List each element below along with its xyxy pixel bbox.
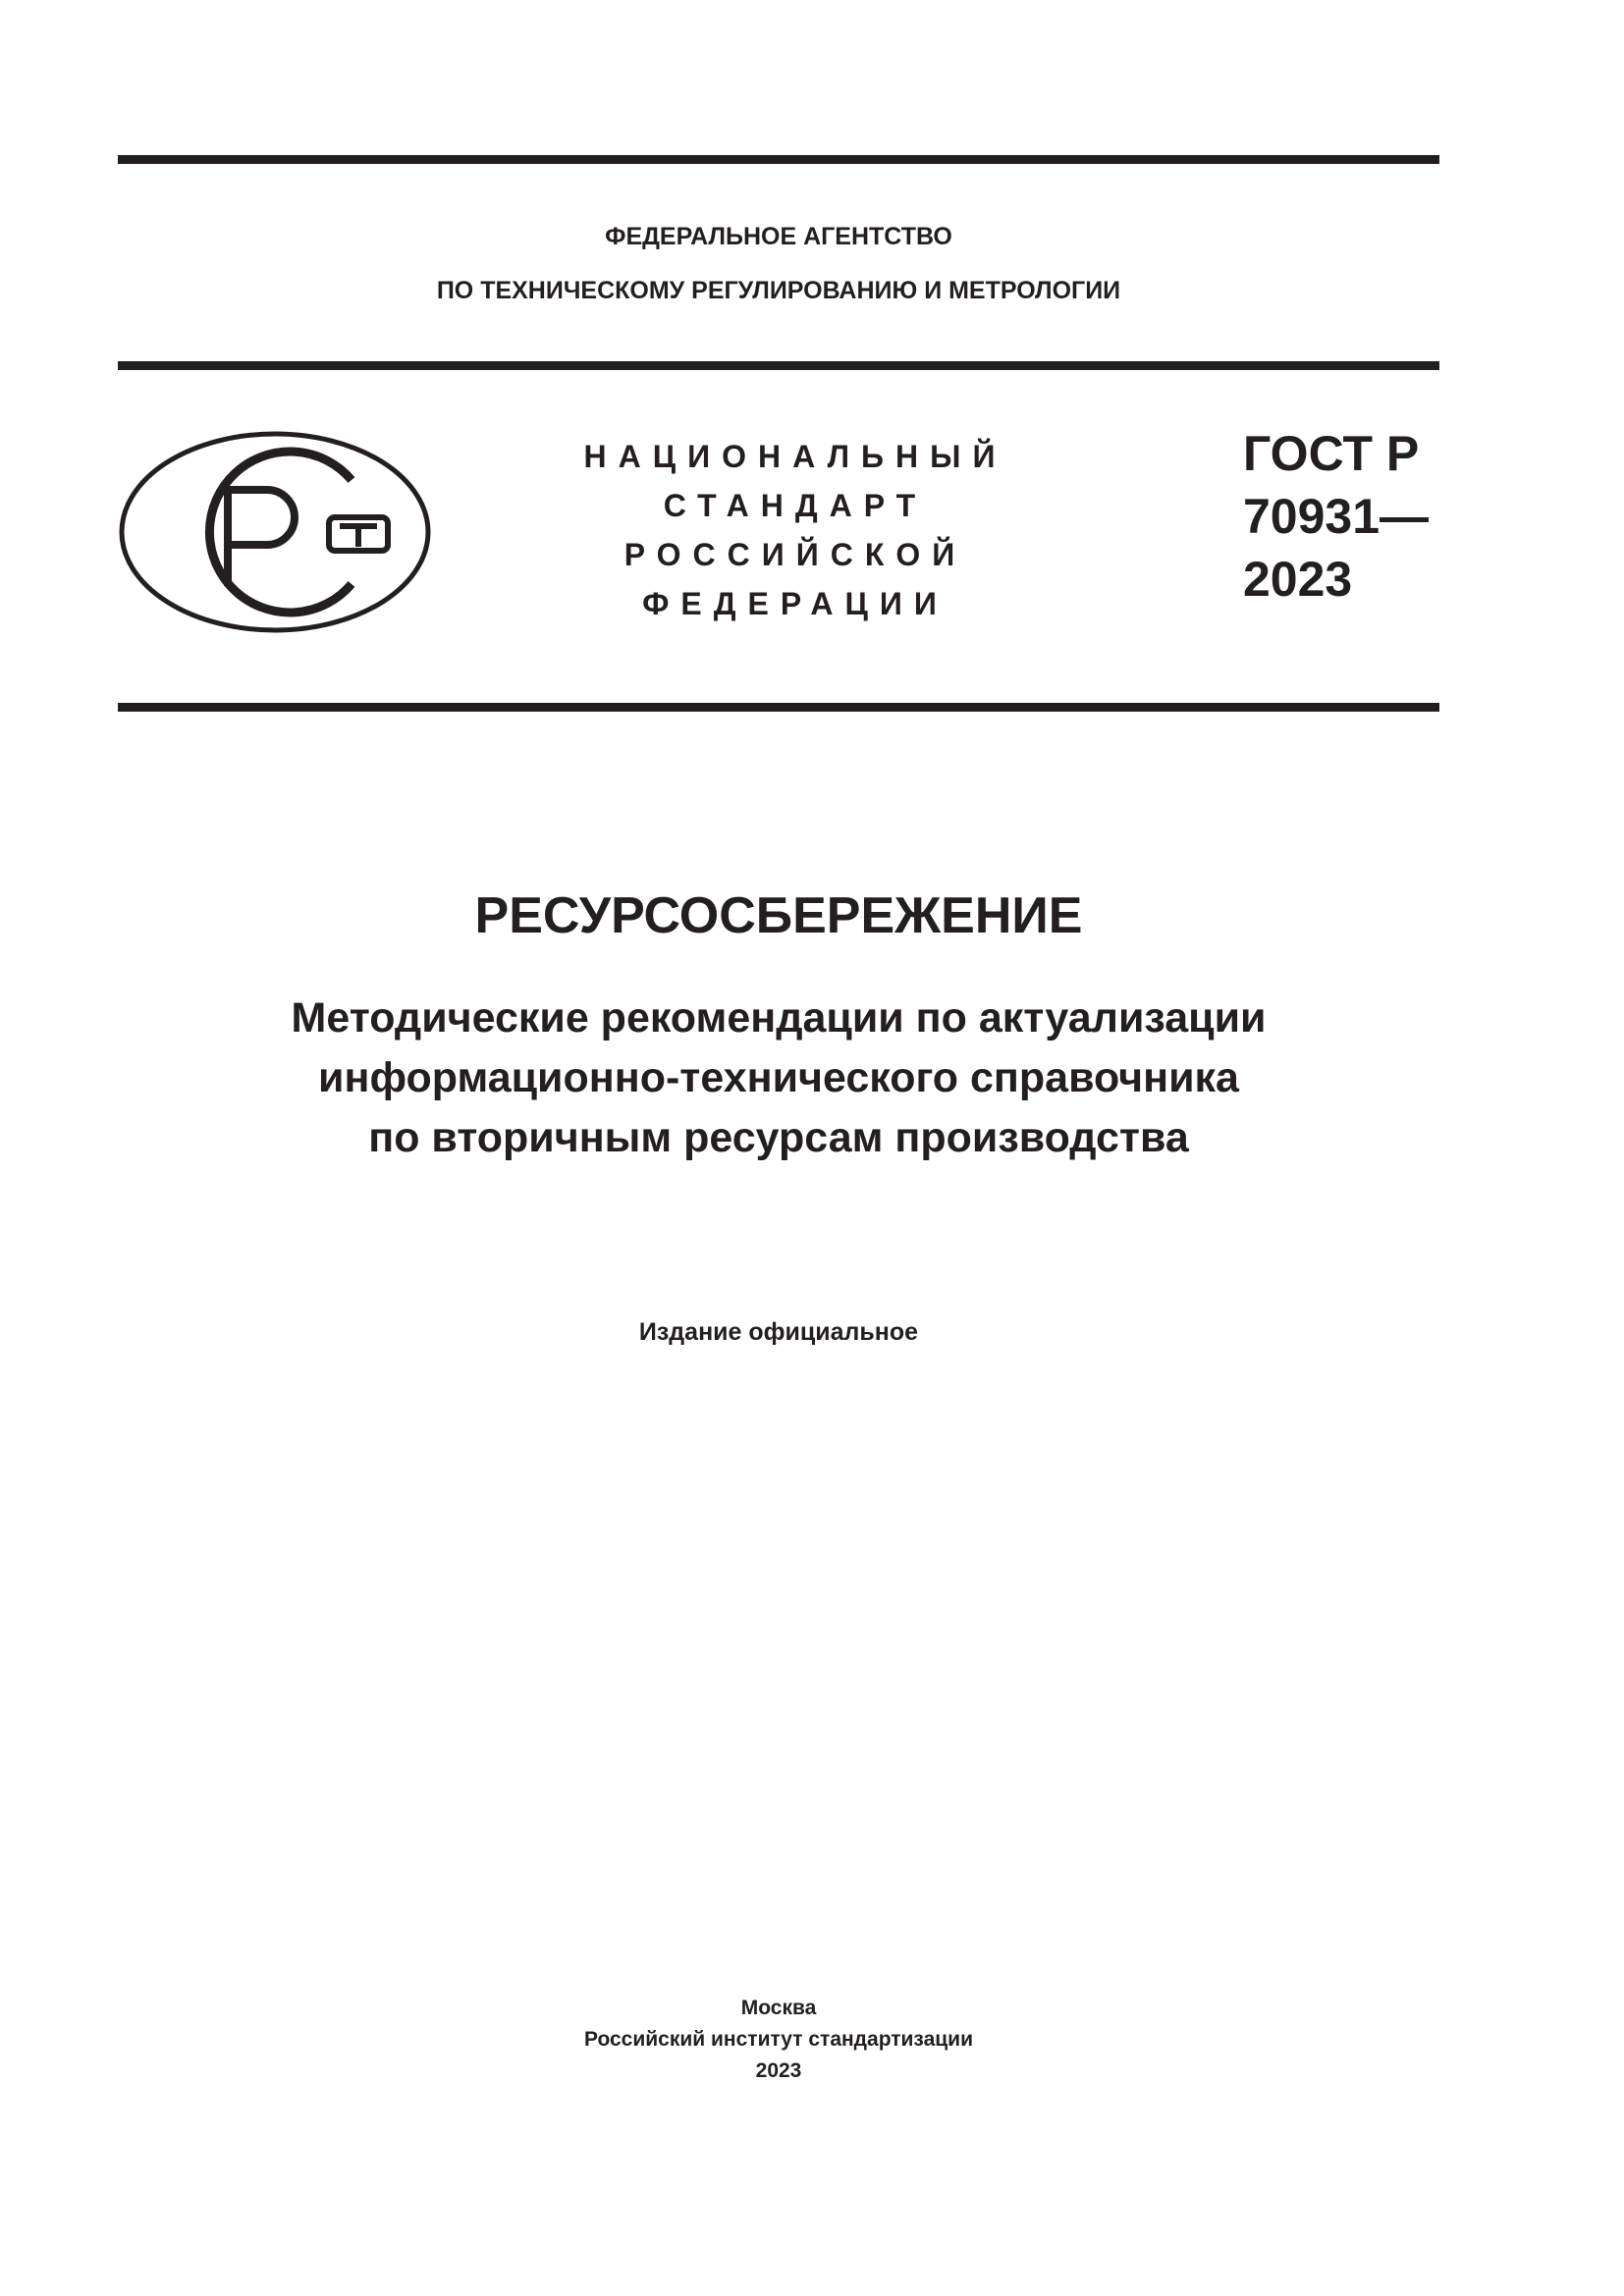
gost-number-line-3: 2023 bbox=[1243, 552, 1353, 607]
document-title: РЕСУРСОСБЕРЕЖЕНИЕ bbox=[474, 887, 1083, 944]
publisher-block bbox=[118, 1993, 1439, 2087]
top-rule bbox=[118, 155, 1439, 164]
header-rule bbox=[118, 361, 1439, 370]
agency-name-line-2: ПО ТЕХНИЧЕСКОМУ РЕГУЛИРОВАНИЮ И МЕТРОЛОГИИ bbox=[436, 277, 1121, 304]
standard-type-line: ФЕДЕРАЦИИ bbox=[642, 586, 948, 621]
publisher-name: Российский институт стандартизации bbox=[583, 2028, 974, 2051]
standard-type-line: СТАНДАРТ bbox=[663, 488, 928, 523]
document-subtitle bbox=[118, 988, 1439, 1168]
agency-name-line-1: ФЕДЕРАЛЬНОЕ АГЕНТСТВО bbox=[605, 223, 952, 250]
subtitle-line: Методические рекомендации по актуализации bbox=[291, 994, 1267, 1041]
section-rule bbox=[118, 703, 1439, 712]
rst-mark-icon bbox=[118, 429, 432, 635]
gost-number-line-1: ГОСТ Р bbox=[1243, 426, 1420, 481]
subtitle-line: информационно-технического справочника bbox=[318, 1054, 1239, 1101]
gost-number-line-2: 70931— bbox=[1243, 489, 1430, 544]
gost-number bbox=[1243, 422, 1469, 611]
subtitle-line: по вторичным ресурсам производства bbox=[368, 1114, 1189, 1161]
publisher-city: Москва bbox=[740, 1997, 817, 2019]
publisher-year: 2023 bbox=[755, 2059, 802, 2082]
standard-type-line: РОССИЙСКОЙ bbox=[623, 537, 967, 572]
standard-type-line: НАЦИОНАЛЬНЫЙ bbox=[583, 439, 1007, 474]
standard-type-block bbox=[550, 432, 1041, 628]
edition-label: Издание официальное bbox=[638, 1318, 919, 1346]
